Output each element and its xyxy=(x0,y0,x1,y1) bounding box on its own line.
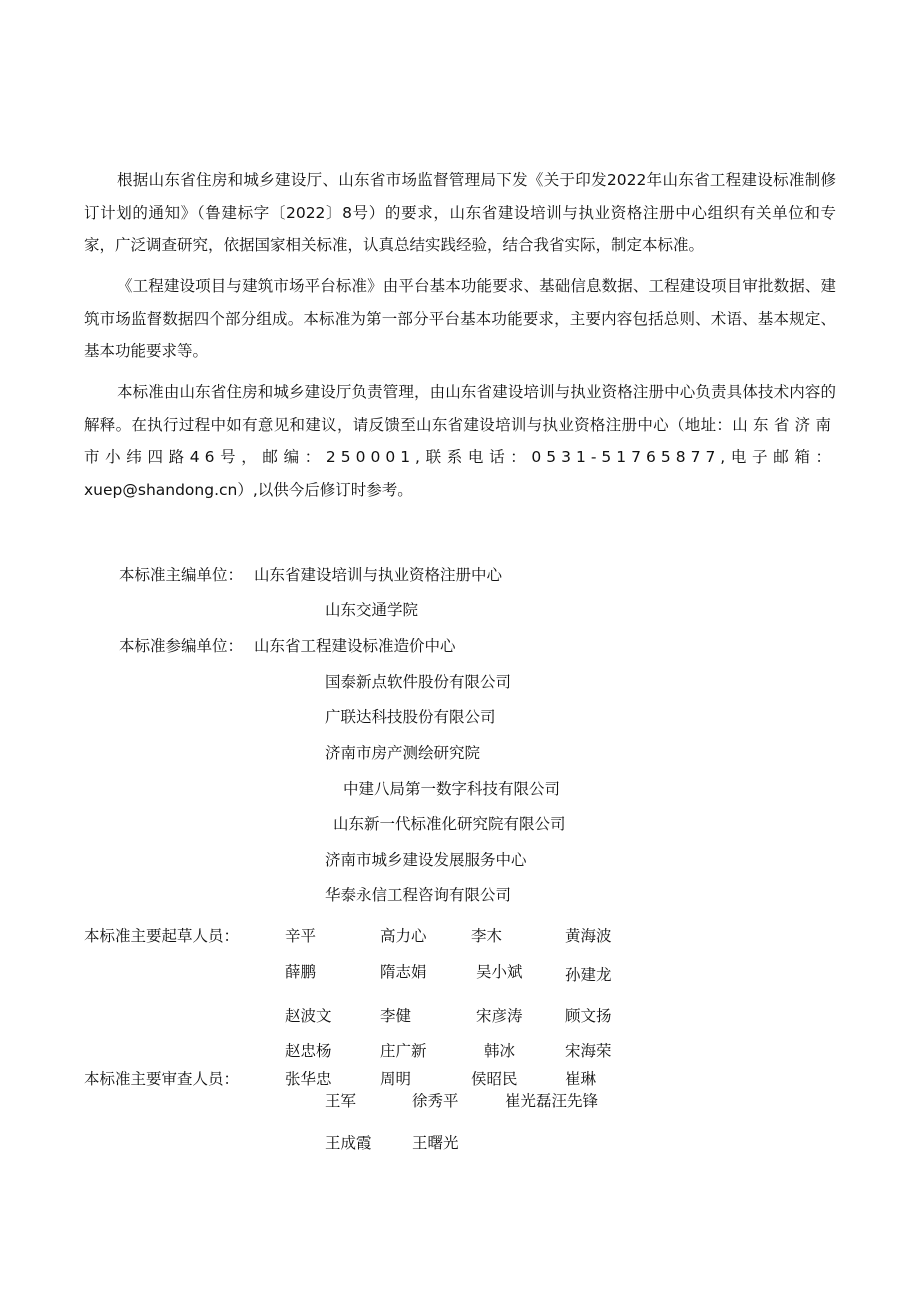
drafter-name: 赵波文 xyxy=(285,1007,332,1025)
drafters-label: 本标准主要起草人员： xyxy=(84,927,240,945)
reviewer-name: 崔光磊汪先锋 xyxy=(505,1092,599,1110)
chief-editor-unit: 山东交通学院 xyxy=(325,601,419,619)
reviewer-name: 侯昭民 xyxy=(471,1070,518,1088)
drafter-name: 赵忠杨 xyxy=(285,1042,332,1060)
drafter-name: 李健 xyxy=(380,1007,412,1025)
drafter-name: 顾文扬 xyxy=(565,1007,612,1025)
drafter-name: 韩冰 xyxy=(484,1042,516,1060)
drafter-name: 宋彦涛 xyxy=(476,1007,523,1025)
participating-unit: 山东省工程建设标准造价中心 xyxy=(254,637,456,655)
reviewer-name: 徐秀平 xyxy=(412,1092,459,1110)
participating-unit: 济南市房产测绘研究院 xyxy=(325,744,481,762)
participating-unit: 国泰新点软件股份有限公司 xyxy=(325,673,512,691)
reviewer-name: 周明 xyxy=(380,1070,412,1088)
email-line: xuep@shandong.cn）,以供今后修订时参考。 xyxy=(84,480,413,499)
drafter-name: 辛平 xyxy=(285,927,317,945)
drafter-name: 高力心 xyxy=(380,927,427,945)
participating-units-label: 本标准参编单位： xyxy=(119,637,244,655)
participating-unit: 广联达科技股份有限公司 xyxy=(325,708,496,726)
drafter-name: 宋海荣 xyxy=(565,1042,612,1060)
chief-editor-unit: 山东省建设培训与执业资格注册中心 xyxy=(254,566,503,584)
drafter-name: 庄广新 xyxy=(380,1042,427,1060)
drafter-name: 隋志娟 xyxy=(380,963,427,981)
participating-unit: 华泰永信工程咨询有限公司 xyxy=(325,886,512,904)
drafter-name: 黄海波 xyxy=(565,927,612,945)
reviewers-label: 本标准主要审查人员： xyxy=(84,1070,240,1088)
reviewer-name: 王成霞 xyxy=(325,1134,372,1152)
participating-unit: 中建八局第一数字科技有限公司 xyxy=(343,780,561,798)
drafter-name: 吴小斌 xyxy=(476,963,523,981)
reviewer-name: 崔琳 xyxy=(565,1070,597,1088)
reviewer-name: 王曙光 xyxy=(412,1134,459,1152)
preface-paragraph-3 xyxy=(84,376,836,506)
participating-unit: 山东新一代标准化研究院有限公司 xyxy=(333,815,566,833)
reviewer-name: 张华忠 xyxy=(285,1070,332,1088)
participating-unit: 济南市城乡建设发展服务中心 xyxy=(325,851,527,869)
drafter-name: 薛鹏 xyxy=(285,963,317,981)
preface-paragraph-1: 根据山东省住房和城乡建设厅、山东省市场监督管理局下发《关于印发2022年山东省工程建设标准制修订计划的通知》（鲁建标字〔2022〕8号）的要求，山东省建设培训与执业资格注册中心组织有关单位和专家，广泛调查研究，依据国家相关标准，认真总结实践经验，结合我省实际，制定本标准。 xyxy=(84,171,836,254)
address-line: 山东省济南市小纬四路46号，邮编：250001,联系电话：0531-51765877,电子邮箱： xyxy=(84,415,836,466)
reviewer-name: 王军 xyxy=(325,1092,357,1110)
preface-paragraph-2: 《工程建设项目与建筑市场平台标准》由平台基本功能要求、基础信息数据、工程建设项目审批数据、建筑市场监督数据四个部分组成。本标准为第一部分平台基本功能要求，主要内容包括总则、术语、基本规定、基本功能要求等。 xyxy=(84,277,836,360)
chief-editor-label: 本标准主编单位： xyxy=(119,566,244,584)
drafter-name: 李木 xyxy=(471,927,503,945)
paragraph-3-text: 本标准由山东省住房和城乡建设厅负责管理，由山东省建设培训与执业资格注册中心负责具体技术内容的解释。在执行过程中如有意见和建议，请反馈至山东省建设培训与执业资格注册中心（地址： xyxy=(84,383,836,434)
drafter-name: 孙建龙 xyxy=(565,966,612,984)
